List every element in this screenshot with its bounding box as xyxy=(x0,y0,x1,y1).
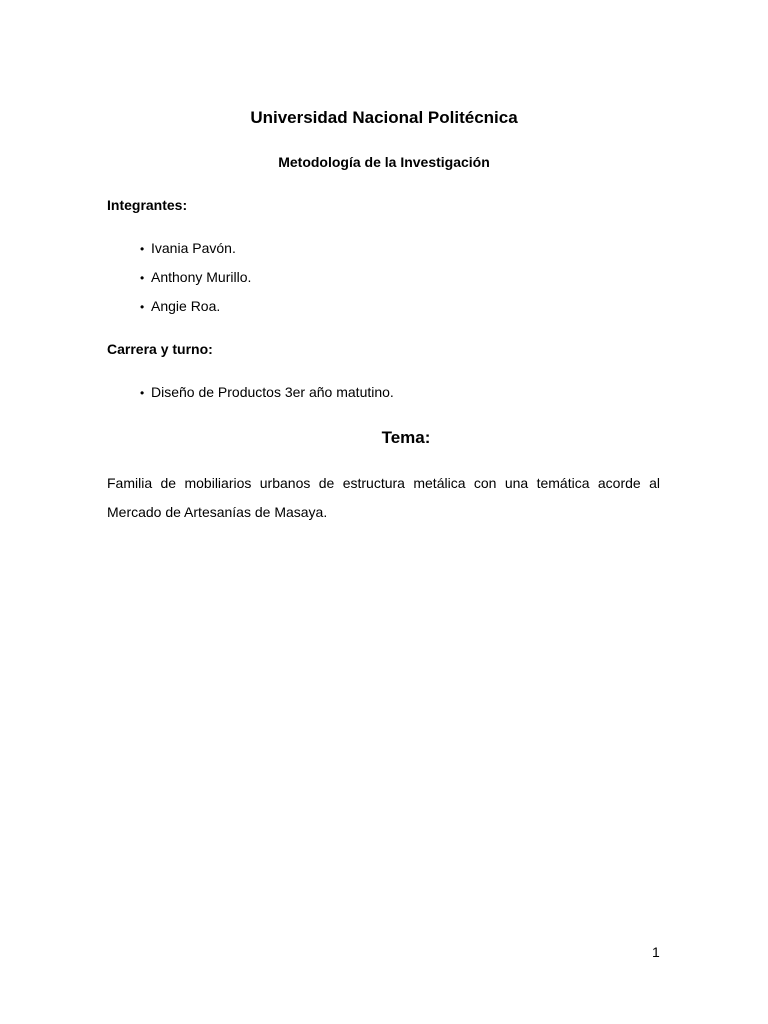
integrantes-list xyxy=(140,238,251,325)
list-item xyxy=(140,296,251,325)
bullet-icon: • xyxy=(140,242,145,256)
bullet-icon: • xyxy=(140,300,145,314)
integrante-name: Anthony Murillo. xyxy=(151,269,252,285)
page-subtitle: Metodología de la Investigación xyxy=(278,154,490,170)
carrera-list xyxy=(140,382,394,411)
carrera-text: Diseño de Productos 3er año matutino. xyxy=(151,384,394,400)
page-title: Universidad Nacional Politécnica xyxy=(250,108,518,127)
integrante-name: Angie Roa. xyxy=(151,298,221,314)
carrera-label: Carrera y turno: xyxy=(107,341,213,357)
list-item xyxy=(140,267,251,296)
tema-paragraph: Familia de mobiliarios urbanos de estructura metálica con una temática acorde al Mercado de Artesanías de Masaya. xyxy=(107,475,660,520)
integrantes-label: Integrantes: xyxy=(107,197,188,213)
page-number: 1 xyxy=(652,944,660,960)
bullet-icon: • xyxy=(140,386,145,400)
list-item xyxy=(140,238,251,267)
tema-heading: Tema: xyxy=(381,428,431,447)
integrante-name: Ivania Pavón. xyxy=(151,240,236,256)
bullet-icon: • xyxy=(140,271,145,285)
list-item xyxy=(140,382,394,411)
